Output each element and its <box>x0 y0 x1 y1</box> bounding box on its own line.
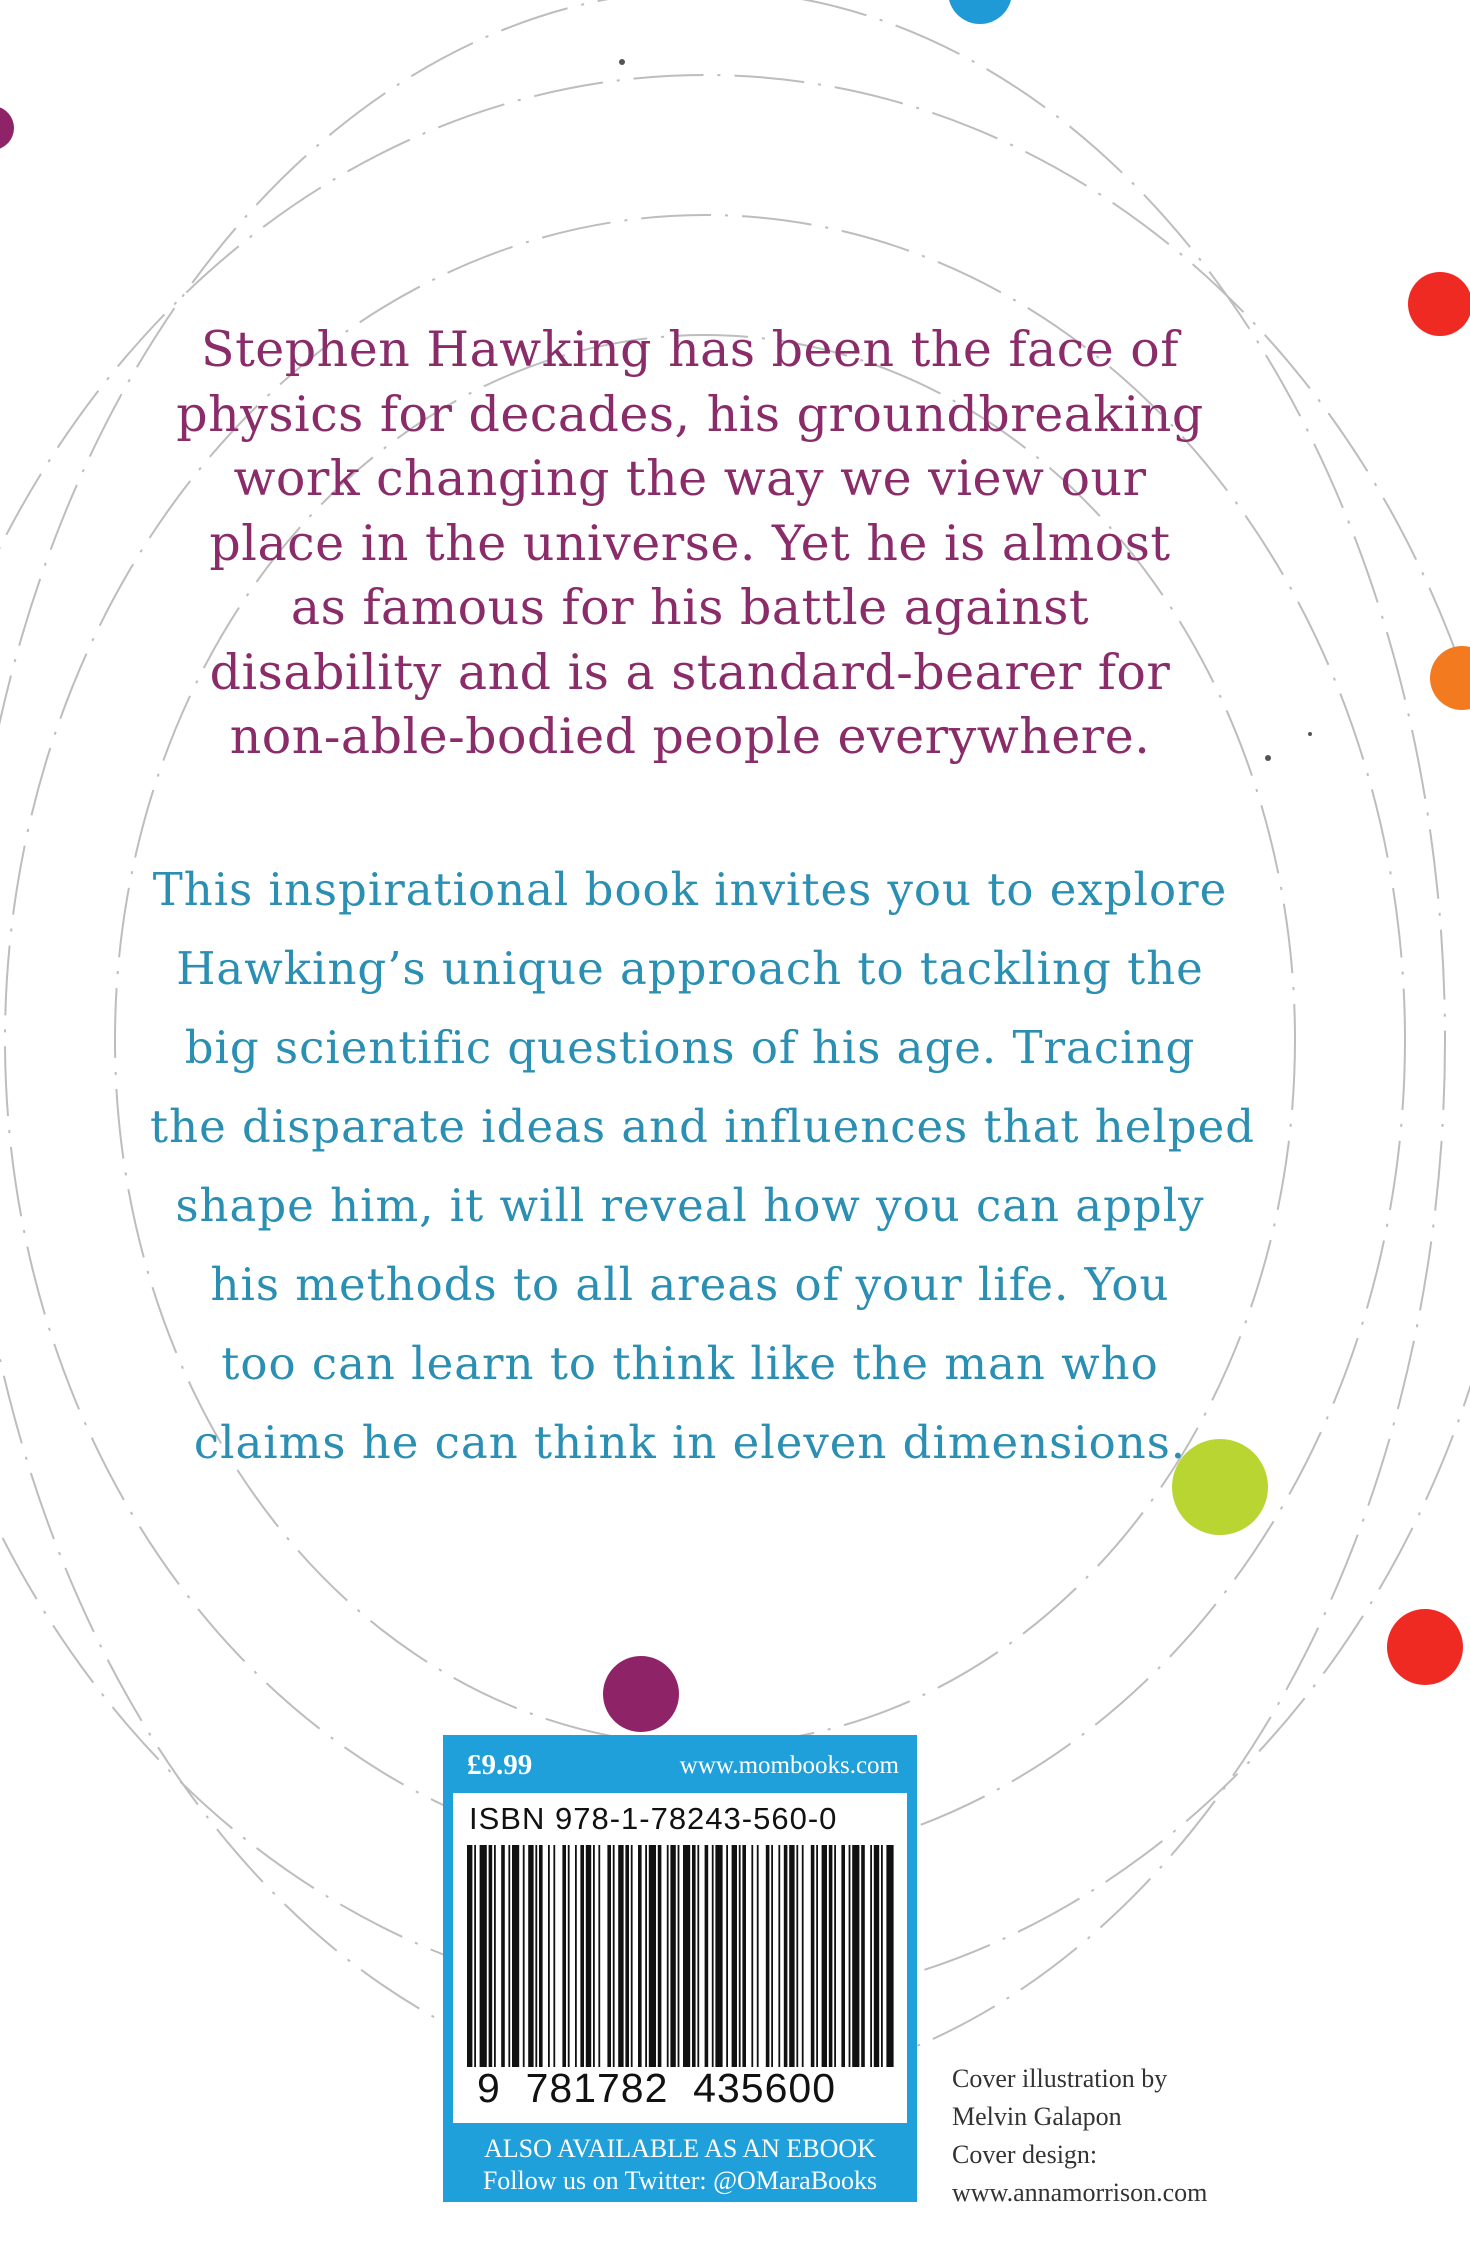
twitter-line: Follow us on Twitter: @OMaraBooks <box>482 2166 878 2195</box>
blurb-secondary-line: This inspirational book invites you to explore <box>152 863 1228 916</box>
barcode-bar <box>683 1845 690 2067</box>
barcode-bar <box>829 1845 833 2067</box>
speck-3 <box>1308 732 1312 736</box>
barcode-bar <box>523 1845 525 2067</box>
barcode-bar <box>757 1845 759 2067</box>
barcode-bar <box>649 1845 656 2067</box>
barcode-bar <box>568 1845 570 2067</box>
barcode-bar <box>874 1845 879 2067</box>
barcode-bar <box>881 1845 883 2067</box>
barcode-bar <box>712 1845 714 2067</box>
barcode-bar <box>886 1845 893 2067</box>
barcode-bar <box>539 1845 543 2067</box>
barcode-bar <box>618 1845 623 2067</box>
credit-line: www.annamorrison.com <box>952 2178 1208 2207</box>
barcode-bar <box>501 1845 505 2067</box>
barcode-bar <box>494 1845 496 2067</box>
barcode-bar <box>480 1845 487 2067</box>
barcode-bar <box>598 1845 600 2067</box>
barcode-bar <box>553 1845 555 2067</box>
barcode-bar <box>726 1845 728 2067</box>
barcode-bar <box>796 1845 798 2067</box>
planet-purple-left <box>0 106 14 150</box>
barcode-bar <box>474 1845 476 2067</box>
blurb-primary-line: work changing the way we view our <box>233 450 1147 507</box>
barcode-bar <box>766 1845 770 2067</box>
blurb-primary-line: Stephen Hawking has been the face of <box>201 321 1179 378</box>
barcode-bar <box>732 1845 737 2067</box>
blurb-primary-line: as famous for his battle against <box>290 579 1090 636</box>
barcode-bar <box>715 1845 722 2067</box>
barcode-bar <box>631 1845 633 2067</box>
price-strip <box>443 1735 917 1793</box>
barcode-bar <box>528 1845 533 2067</box>
planet-orange <box>1430 646 1470 710</box>
blurb-secondary-line: too can learn to think like the man who <box>221 1337 1159 1390</box>
blurb-primary-line: non-able-bodied people everywhere. <box>229 708 1151 765</box>
barcode-bar <box>613 1845 615 2067</box>
barcode-bar <box>852 1845 859 2067</box>
blurb-primary <box>160 318 1220 770</box>
barcode-bar <box>667 1845 669 2067</box>
barcode-bar <box>489 1845 493 2067</box>
cover-credits <box>952 2060 1207 2212</box>
barcode-bar <box>816 1845 818 2067</box>
barcode-bar <box>739 1845 741 2067</box>
barcode-bar <box>645 1845 647 2067</box>
planet-red-top <box>1408 272 1470 336</box>
credit-line: Melvin Galapon <box>952 2102 1122 2131</box>
credit-line: Cover illustration by <box>952 2064 1168 2093</box>
planet-blue <box>948 0 1012 24</box>
barcode-bar <box>789 1845 794 2067</box>
credit-line: Cover design: <box>952 2140 1098 2169</box>
barcode-bar <box>548 1845 550 2067</box>
barcode-digits: 9 781782 435600 <box>477 2065 836 2111</box>
barcode-bar <box>802 1845 804 2067</box>
barcode-bar <box>508 1845 510 2067</box>
barcode-bar <box>861 1845 865 2067</box>
barcode-bar <box>638 1845 642 2067</box>
barcode-panel <box>453 1793 907 2123</box>
barcode-bar <box>705 1845 709 2067</box>
price-box <box>443 1735 917 2202</box>
blurb-primary-line: place in the universe. Yet he is almost <box>209 514 1171 572</box>
ebook-notice <box>443 2133 917 2197</box>
barcode-bar <box>771 1845 773 2067</box>
barcode-bar <box>625 1845 629 2067</box>
barcode-bar <box>834 1845 836 2067</box>
isbn-label: ISBN 978-1-78243-560-0 <box>469 1801 838 1836</box>
blurb-secondary-line: big scientific questions of his age. Tracing <box>184 1021 1196 1074</box>
barcode-bar <box>678 1845 680 2067</box>
blurb-primary-line: disability and is a standard-bearer for <box>209 643 1171 701</box>
blurb-secondary-line: claims he can think in eleven dimensions. <box>193 1416 1187 1469</box>
barcode-bar <box>586 1845 591 2067</box>
blurb-secondary <box>150 850 1256 1482</box>
barcode-bar <box>692 1845 696 2067</box>
barcode-bar <box>849 1845 851 2067</box>
barcode-bar <box>580 1845 584 2067</box>
barcode-bar <box>535 1845 537 2067</box>
planet-red-bottom <box>1387 1609 1463 1685</box>
barcode-bar <box>697 1845 699 2067</box>
barcode-bar <box>841 1845 845 2067</box>
barcode-bar <box>778 1845 780 2067</box>
blurb-secondary-line: his methods to all areas of your life. You <box>210 1258 1170 1311</box>
barcode-bar <box>607 1845 611 2067</box>
barcode-bar <box>575 1845 577 2067</box>
barcode-bar <box>467 1845 472 2067</box>
barcode-bar <box>562 1845 566 2067</box>
barcode <box>463 1845 897 2067</box>
barcode-bar <box>512 1845 519 2067</box>
ebook-line: ALSO AVAILABLE AS AN EBOOK <box>484 2134 876 2163</box>
barcode-bar <box>870 1845 872 2067</box>
publisher-website: www.mombooks.com <box>679 1752 899 1779</box>
blurb-primary-line: physics for decades, his groundbreaking <box>176 385 1204 443</box>
barcode-bar <box>593 1845 595 2067</box>
blurb-secondary-line: shape him, it will reveal how you can apply <box>175 1179 1205 1232</box>
blurb-secondary-line: the disparate ideas and influences that helped <box>150 1100 1256 1153</box>
speck-1 <box>619 59 625 65</box>
barcode-bar <box>751 1845 753 2067</box>
barcode-bar <box>811 1845 815 2067</box>
blurb-secondary-line: Hawking’s unique approach to tackling the <box>176 942 1204 995</box>
speck-2 <box>1265 755 1271 761</box>
price-label: £9.99 <box>467 1749 533 1781</box>
barcode-bar <box>658 1845 662 2067</box>
barcode-bar <box>822 1845 827 2067</box>
barcode-bar <box>742 1845 746 2067</box>
barcode-bar <box>670 1845 675 2067</box>
barcode-bar <box>784 1845 788 2067</box>
planet-purple-bottom <box>603 1656 679 1732</box>
